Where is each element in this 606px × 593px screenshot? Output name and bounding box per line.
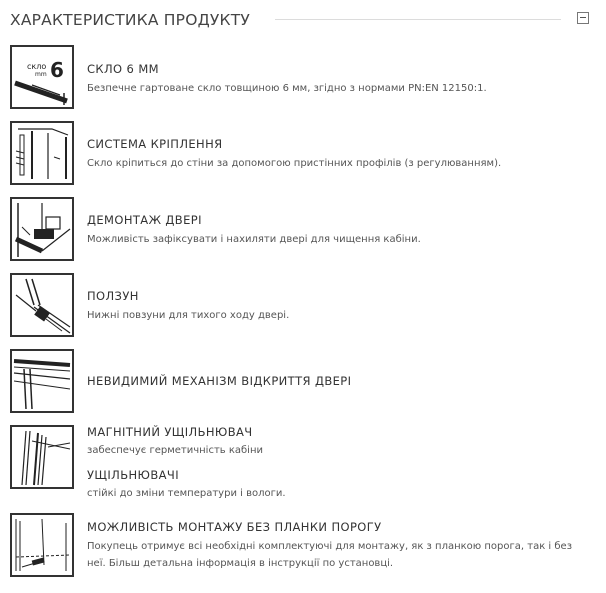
feature-title: СКЛО 6 ММ (87, 62, 159, 76)
feature-description: Скло кріпиться до стіни за допомогою пристінних профілів (з регулюванням). (87, 158, 502, 169)
magnetic-seal-icon (10, 425, 74, 489)
door-demount-icon (10, 197, 74, 261)
feature-title: НЕВИДИМИЙ МЕХАНІЗМ ВІДКРИТТЯ ДВЕРІ (87, 374, 352, 388)
glass-thickness-icon (10, 45, 74, 109)
slider-roller-icon (10, 273, 74, 337)
feature-subdescription: стійкі до зміни температури і вологи. (87, 488, 286, 499)
icon-label-unit: mm (35, 71, 47, 78)
feature-description: Нижні повзуни для тихого ходу дверi. (87, 310, 290, 321)
section-header (10, 10, 596, 30)
feature-description: Покупець отримує всі необхідні комплектуючі для монтажу, як з планкою порога, так і без неї. Більш детальна інформація в інструкції по установці. (87, 541, 573, 569)
feature-title: ДЕМОНТАЖ ДВЕРІ (87, 213, 202, 227)
feature-description: Можливість зафіксувати і нахиляти двері для чищення кабіни. (87, 234, 421, 245)
feature-subtitle: УЩІЛЬНЮВАЧІ (87, 468, 180, 482)
feature-title: СИСТЕМА КРІПЛЕННЯ (87, 137, 223, 151)
section-title: ХАРАКТЕРИСТИКА ПРОДУКТУ (10, 11, 251, 29)
header-divider (275, 19, 561, 20)
feature-description: забеспечує герметичність кабіни (87, 445, 263, 456)
mounting-profile-icon (10, 121, 74, 185)
collapse-icon[interactable] (577, 12, 589, 24)
feature-title: МОЖЛИВІСТЬ МОНТАЖУ БЕЗ ПЛАНКИ ПОРОГУ (87, 520, 382, 534)
feature-title: ПОЛЗУН (87, 289, 139, 303)
no-threshold-icon (10, 513, 74, 577)
feature-description: Безпечне гартоване скло товщиною 6 мм, згідно з нормами PN:EN 12150:1. (87, 83, 487, 94)
hidden-mechanism-icon (10, 349, 74, 413)
feature-title: МАГНІТНИЙ УЩІЛЬНЮВАЧ (87, 425, 253, 439)
icon-label-number: 6 (50, 58, 64, 82)
icon-label-glass: скло (27, 62, 47, 71)
